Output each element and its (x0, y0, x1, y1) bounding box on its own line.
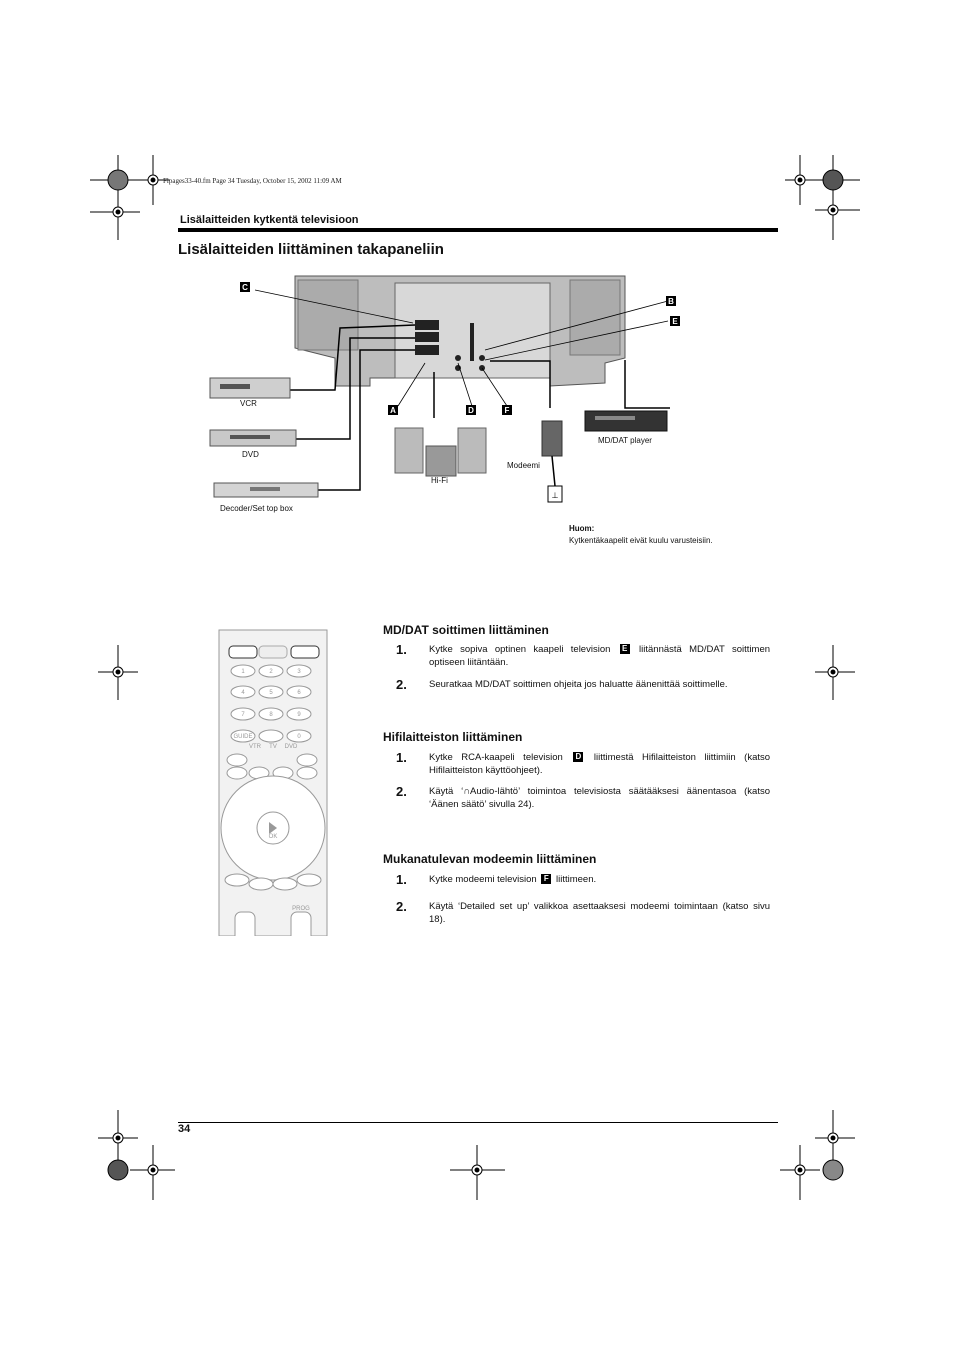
svg-text:OK: OK (268, 834, 278, 840)
connector-letter-e: E (620, 644, 630, 654)
svg-text:F: F (504, 406, 510, 415)
step-text-post: liitännästä MD/DAT soittimen optiseen liitäntään. (429, 644, 771, 668)
vcr-device (210, 378, 290, 398)
step-number: 1. (396, 750, 407, 765)
svg-text:GUIDE: GUIDE (233, 734, 253, 740)
svg-text:0: 0 (297, 734, 301, 740)
svg-text:7: 7 (241, 712, 245, 718)
header-rule (178, 228, 778, 232)
decoder-device (214, 483, 318, 497)
svg-text:9: 9 (297, 712, 301, 718)
step-text-pre: Kytke modeemi television (429, 874, 537, 885)
svg-text:E: E (672, 317, 678, 326)
vcr-label: VCR (240, 399, 257, 408)
svg-text:3: 3 (297, 669, 301, 675)
svg-text:VTR: VTR (249, 744, 261, 750)
file-info-line: Flpages33-40.fm Page 34 Tuesday, October 15, 2002 11:09 AM (163, 177, 342, 185)
section-label: Lisälaitteiden kytkentä televisioon (180, 214, 359, 226)
hifi-label: Hi-Fi (431, 476, 448, 485)
svg-text:C: C (242, 283, 248, 292)
svg-text:B: B (668, 297, 674, 306)
step-text-pre: Kytke sopiva optinen kaapeli television (429, 644, 611, 655)
footer-rule (178, 1122, 778, 1123)
step-text-post: liittimestä Hifilaitteiston liittimiin (katso Hifilaitteiston käyttöohjeet). (429, 752, 771, 776)
step-text: Seuratkaa MD/DAT soittimen ohjeita jos haluatte äänenittää soittimelle. (429, 679, 728, 690)
page-title: Lisälaitteiden liittäminen takapaneliin (178, 241, 444, 258)
step-text (429, 873, 770, 886)
step-number: 1. (396, 642, 407, 657)
svg-text:1: 1 (241, 669, 245, 675)
connector-letter-d: D (573, 752, 583, 762)
step-number: 2. (396, 899, 407, 914)
connection-diagram-illustration (200, 268, 760, 558)
note-title: Huom: (569, 524, 595, 533)
svg-text:⊥: ⊥ (551, 491, 559, 500)
svg-text:2: 2 (269, 669, 273, 675)
step-text: Käytä ‘Detailed set up’ valikkoa asettaaksesi modeemi toimintaan (katso sivu 18). (429, 901, 770, 925)
svg-text:TV: TV (269, 744, 277, 750)
step-text-post: liittimeen. (556, 874, 597, 885)
step-text-pre: Kytke RCA-kaapeli television (429, 752, 563, 763)
modem-label: Modeemi (507, 461, 540, 470)
svg-text:4: 4 (241, 690, 245, 696)
decoder-label: Decoder/Set top box (220, 504, 293, 513)
svg-text:PROG: PROG (292, 906, 310, 912)
page-number: 34 (178, 1123, 191, 1135)
step-text (429, 751, 770, 777)
modem-heading: Mukanatulevan modeemin liittäminen (383, 852, 597, 866)
hifi-device (395, 428, 486, 476)
dvd-device (210, 430, 296, 446)
hifi-heading: Hifilaitteiston liittäminen (383, 730, 523, 744)
note-text: Kytkentäkaapelit eivät kuulu varusteisiin. (569, 536, 713, 545)
step-text (429, 643, 770, 669)
mddat-device (585, 411, 667, 431)
svg-text:6: 6 (297, 690, 301, 696)
svg-text:5: 5 (269, 690, 273, 696)
remote-control-illustration (217, 628, 329, 936)
dvd-label: DVD (242, 450, 259, 459)
step-number: 2. (396, 784, 407, 799)
svg-text:8: 8 (269, 712, 273, 718)
modem-device (542, 421, 562, 502)
svg-text:DVD: DVD (284, 744, 298, 750)
svg-text:D: D (468, 406, 474, 415)
step-number: 1. (396, 872, 407, 887)
step-text: Käytä ‘∩Audio-lähtö’ toimintoa televisiosta säätääksesi äänentasoa (katso ‘Äänen säätö’ sivulla 24). (429, 786, 770, 810)
connection-diagram (200, 268, 760, 558)
svg-text:A: A (390, 406, 396, 415)
connector-letter-f: F (541, 874, 551, 884)
step-number: 2. (396, 677, 407, 692)
mddat-label: MD/DAT player (598, 436, 652, 445)
mddat-heading: MD/DAT soittimen liittäminen (383, 623, 549, 637)
